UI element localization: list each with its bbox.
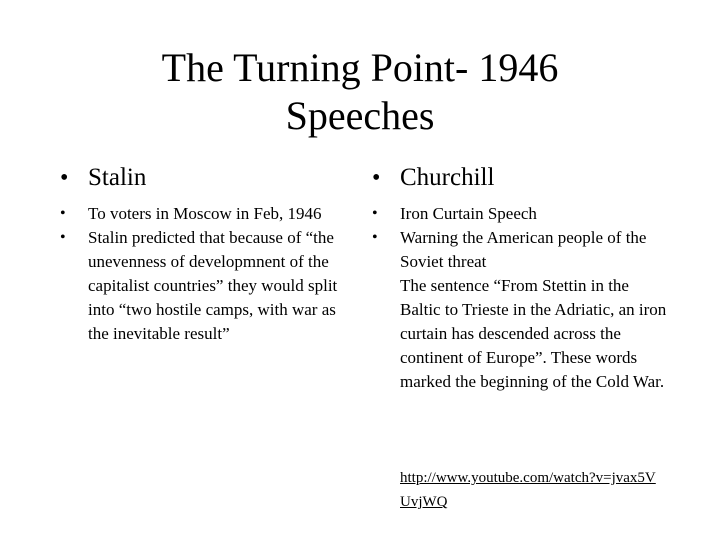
list-item-text: Iron Curtain Speech xyxy=(400,204,537,223)
bullet-icon: • xyxy=(372,165,381,191)
list-item xyxy=(60,226,350,346)
right-column xyxy=(372,160,672,391)
list-item-text: To voters in Moscow in Feb, 1946 xyxy=(88,204,322,223)
right-bullet-list xyxy=(372,202,672,394)
bullet-icon: • xyxy=(60,229,66,246)
left-column xyxy=(60,160,350,343)
slide-title-line-1: The Turning Point- 1946 xyxy=(161,45,559,90)
left-heading-text: Stalin xyxy=(88,164,147,191)
bullet-icon: • xyxy=(60,205,66,222)
list-item-text: Stalin predicted that because of “the unevenness of developmnent of the capitalist countries” they would split into “two hostile camps, with war as the inevitable result” xyxy=(88,228,338,343)
list-item-text: Warning the American people of the Soviet threat xyxy=(400,228,647,271)
slide-title-line-2: Speeches xyxy=(285,93,435,138)
list-item-text: The sentence “From Stettin in the Baltic to Trieste in the Adriatic, an iron curtain has descended across the continent of Europe”. These words marked the beginning of the Cold War. xyxy=(400,276,667,391)
right-heading xyxy=(372,160,672,196)
youtube-link[interactable]: http://www.youtube.com/watch?v=jvax5VUvjWQ xyxy=(400,470,656,510)
left-bullet-list xyxy=(60,202,350,346)
list-item xyxy=(372,202,672,226)
bullet-icon: • xyxy=(372,205,378,222)
right-heading-text: Churchill xyxy=(400,164,495,191)
bullet-icon: • xyxy=(372,229,378,246)
bullet-icon: • xyxy=(60,165,69,191)
list-item-continuation xyxy=(372,274,672,394)
left-heading xyxy=(60,160,350,196)
slide-title xyxy=(0,44,720,140)
list-item xyxy=(372,226,672,274)
list-item xyxy=(60,202,350,226)
